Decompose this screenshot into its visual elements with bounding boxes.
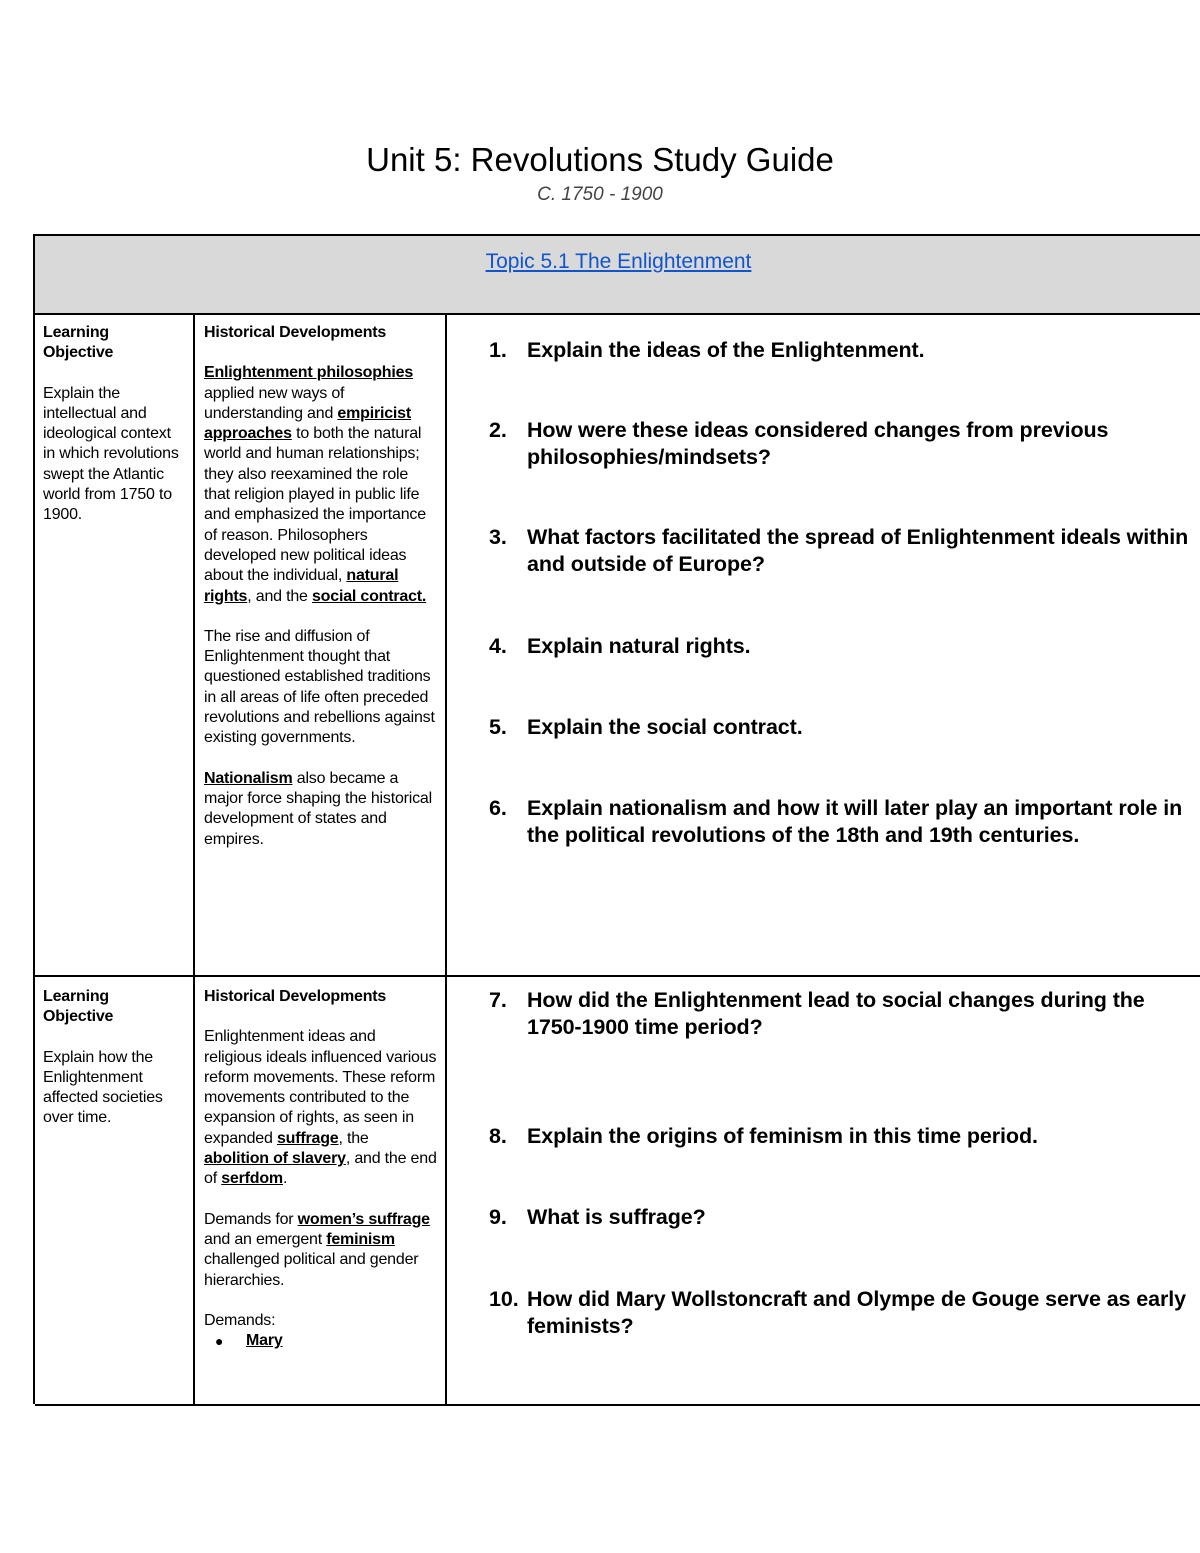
objective-heading: Learning Objective xyxy=(43,988,114,1026)
question-item: 9. What is suffrage? xyxy=(489,1205,706,1229)
question-list xyxy=(487,987,1200,1340)
question-list xyxy=(487,337,1200,849)
demands-list xyxy=(204,1331,437,1351)
section-row-1 xyxy=(35,313,1200,977)
demands-item: ● Mary xyxy=(246,1331,437,1351)
bullet-icon: ● xyxy=(215,1333,224,1350)
learning-objective-cell xyxy=(35,313,195,975)
study-guide-table xyxy=(33,234,1200,1404)
question-item: 7. How did the Enlightenment lead to social changes during the 1750-1900 time period? xyxy=(489,988,1145,1039)
key-term: empiricist approaches xyxy=(204,404,411,443)
historical-developments-cell xyxy=(195,313,447,975)
development-paragraph: Enlightenment philosophies applied new ways of understanding and empiricist approaches to both the natural world and human relationships; they also reexamined the role that religion played in public life and emphasized the importance of reason. Philosophers developed new political ideas about the individual, natural rights, and the social contract. xyxy=(204,364,427,605)
developments-heading: Historical Developments xyxy=(204,988,387,1005)
question-item: 3. What factors facilitated the spread of Enlightenment ideals within and outside of Europe? xyxy=(489,525,1189,576)
development-paragraph: The rise and diffusion of Enlightenment thought that questioned established traditions in all areas of life often preceded revolutions and rebellions against existing governments. xyxy=(204,627,435,747)
development-paragraph: Nationalism also became a major force shaping the historical development of states and empires. xyxy=(204,769,432,848)
developments-heading: Historical Developments xyxy=(204,324,387,341)
objective-heading: Learning Objective xyxy=(43,324,114,362)
question-item: 2. How were these ideas considered changes from previous philosophies/mindsets? xyxy=(489,418,1109,469)
objective-text: Explain how the Enlightenment affected societies over time. xyxy=(43,1048,163,1127)
question-item: 8. Explain the origins of feminism in this time period. xyxy=(489,1124,1038,1148)
topic-link[interactable]: Topic 5.1 The Enlightenment xyxy=(485,250,752,273)
demands-label: Demands: xyxy=(204,1311,276,1329)
page-subtitle: C. 1750 - 1900 xyxy=(537,184,663,205)
development-paragraph: Enlightenment ideas and religious ideals influenced various reform movements. These reform movements contributed to the expansion of rights, as seen in expanded suffrage, the abolition of slavery, and the end of serfdom. xyxy=(204,1028,437,1188)
section-row-2 xyxy=(35,977,1200,1406)
topic-header-row xyxy=(35,236,1200,315)
question-item: 5. Explain the social contract. xyxy=(489,715,803,739)
question-item: 10. How did Mary Wollstoncraft and Olympe de Gouge serve as early feminists? xyxy=(489,1287,1186,1338)
objective-text: Explain the intellectual and ideological context in which revolutions swept the Atlantic world from 1750 to 1900. xyxy=(43,384,179,524)
key-term: Nationalism xyxy=(204,769,293,787)
key-term: women’s suffrage xyxy=(297,1210,430,1228)
key-term: abolition of slavery xyxy=(204,1150,346,1168)
historical-developments-cell xyxy=(195,977,447,1404)
question-item: 4. Explain natural rights. xyxy=(489,634,751,658)
page-title: Unit 5: Revolutions Study Guide xyxy=(366,141,834,178)
key-term: social contract. xyxy=(311,587,427,605)
key-term: suffrage xyxy=(276,1129,339,1147)
question-item: 6. Explain nationalism and how it will later play an important role in the political revolutions of the 18th and 19th centuries. xyxy=(489,796,1183,847)
question-item: 1. Explain the ideas of the Enlightenment. xyxy=(489,338,925,362)
key-term: natural rights xyxy=(204,567,399,605)
questions-cell xyxy=(447,313,1200,975)
key-term: Enlightenment philosophies xyxy=(204,364,414,382)
development-paragraph: Demands for women’s suffrage and an emergent feminism challenged political and gender hierarchies. xyxy=(204,1210,430,1289)
learning-objective-cell xyxy=(35,977,195,1404)
key-term: feminism xyxy=(326,1230,395,1248)
questions-cell xyxy=(447,977,1200,1404)
key-term: serfdom xyxy=(221,1170,283,1188)
